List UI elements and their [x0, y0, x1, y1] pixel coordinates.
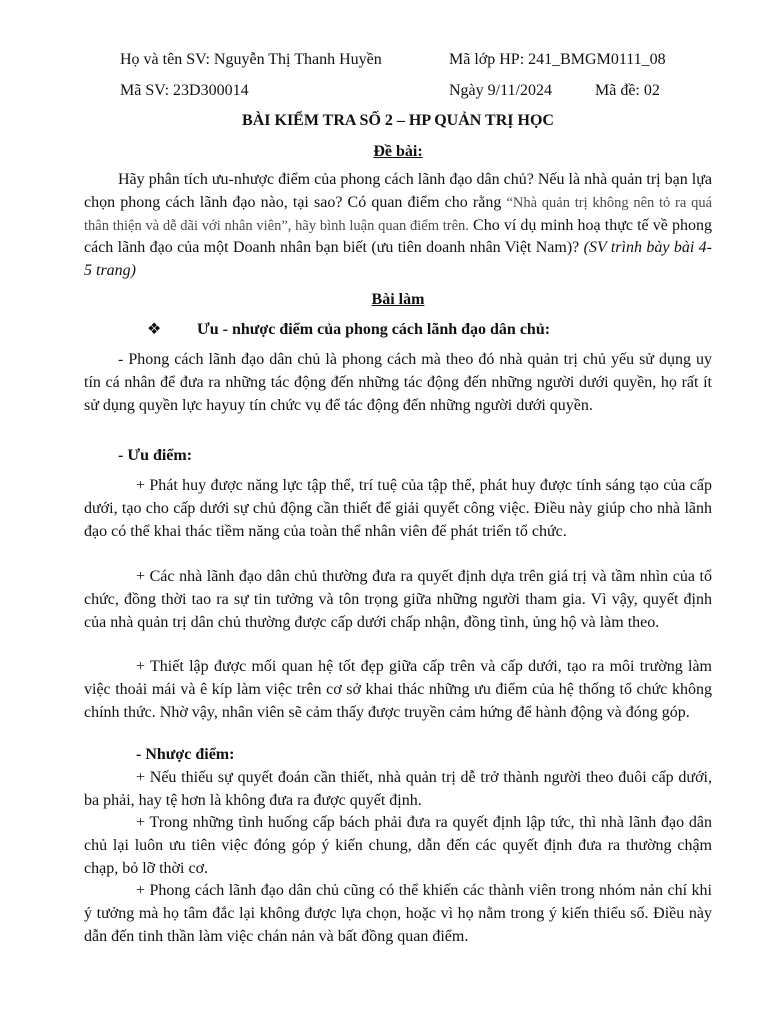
advantage-item-2: + Các nhà lãnh đạo dân chủ thường đưa ra quyết định dựa trên giá trị và tầm nhìn của tổ chức, đồng thời tao ra sự tin tưởng và tôn trọng giữa những người tham gia. Vì vậy, quyết định của nhà quản trị dân chủ thường được cấp dưới chấp nhận, đồng tình, ủng hộ và làm theo.: [84, 568, 712, 631]
disadvantages-heading: - Nhược điểm:: [136, 746, 235, 763]
class-code: Mã lớp HP: 241_BMGM0111_08: [449, 51, 666, 68]
advantage-item-3: + Thiết lập được mối quan hệ tốt đẹp giữa cấp trên và cấp dưới, tạo ra môi trường làm việc thoải mái và ê kíp làm việc trên cơ sở khai thác những ưu điểm của hệ thống tổ chức không chính thức. Nhờ vậy, nhân viên sẽ cảm thấy được truyền cảm hứng để hành động và đóng góp.: [84, 658, 712, 721]
diamond-bullet-icon: ❖: [147, 321, 162, 338]
section-title: Ưu - nhược điểm của phong cách lãnh đạo dân chủ:: [197, 321, 551, 338]
disadvantage-item-2: + Trong những tình huống cấp bách phải đưa ra quyết định lập tức, thì nhà lãnh đạo dân chủ lại luôn ưu tiên việc đóng góp ý kiến chung, dẫn đến các quyết định đưa ra thường chậm chạp, bỏ lỡ thời cơ.: [84, 814, 712, 877]
document-title: BÀI KIỂM TRA SỐ 2 – HP QUẢN TRỊ HỌC: [242, 112, 554, 129]
advantages-heading: - Ưu điểm:: [118, 447, 193, 464]
answer-heading: Bài làm: [371, 291, 425, 308]
exam-code: Mã đề: 02: [595, 82, 660, 99]
student-id: Mã SV: 23D300014: [120, 82, 249, 99]
prompt-heading: Đề bài:: [373, 143, 423, 160]
student-name: Họ và tên SV: Nguyễn Thị Thanh Huyền: [120, 51, 382, 68]
prompt-text-2: Cho ví dụ minh hoạ thực tế về phong cách lãnh đạo của một Doanh nhân bạn biết (ưu tiên doanh nhân Việt Nam)?: [84, 216, 712, 257]
advantage-item-1: + Phát huy được năng lực tập thể, trí tuệ của tập thể, phát huy được tính sáng tạo của cấp dưới, tạo cho cấp dưới sự chủ động cần thiết để giải quyết công việc. Điều này giúp cho nhà lãnh đạo có thể khai thác tiềm năng của toàn thể nhân viên để phát triển tổ chức.: [84, 477, 712, 540]
disadvantage-item-1: + Nếu thiếu sự quyết đoán cần thiết, nhà quản trị dễ trở thành người theo đuôi cấp dưới, ba phải, hay tệ hơn là không đưa ra được quyết định.: [84, 769, 712, 809]
prompt-note: (SV trình bày bài 4-5 trang): [84, 239, 713, 280]
prompt-paragraph: [84, 169, 712, 283]
exam-date: Ngày 9/11/2024: [449, 82, 552, 99]
prompt-quote: “Nhà quản trị không nên tỏ ra quá thân thiện và dễ dãi với nhân viên”, hãy bình luận quan điểm trên.: [84, 194, 712, 234]
definition-paragraph: - Phong cách lãnh đạo dân chủ là phong cách mà theo đó nhà quản trị chủ yếu sử dụng uy tín cá nhân để đưa ra những tác động đến những tác động đến những người dưới quyền, họ rất ít sử dụng quyền lực hayuy tín chức vụ để tác động đến những người dưới quyền.: [84, 351, 712, 414]
prompt-text-1: Hãy phân tích ưu-nhược điểm của phong cách lãnh đạo dân chủ? Nếu là nhà quản trị bạn lựa chọn phong cách lãnh đạo nào, tại sao? Có quan điểm cho rằng: [84, 171, 712, 211]
disadvantage-item-3: + Phong cách lãnh đạo dân chủ cũng có thể khiến các thành viên trong nhóm nản chí khi ý tưởng mà họ tâm đắc lại không được lựa chọn, hoặc vì họ nằm trong ý kiến thiểu số. Điều này dẫn đến tinh thần làm việc chán nản và bất đồng quan điểm.: [84, 882, 712, 945]
